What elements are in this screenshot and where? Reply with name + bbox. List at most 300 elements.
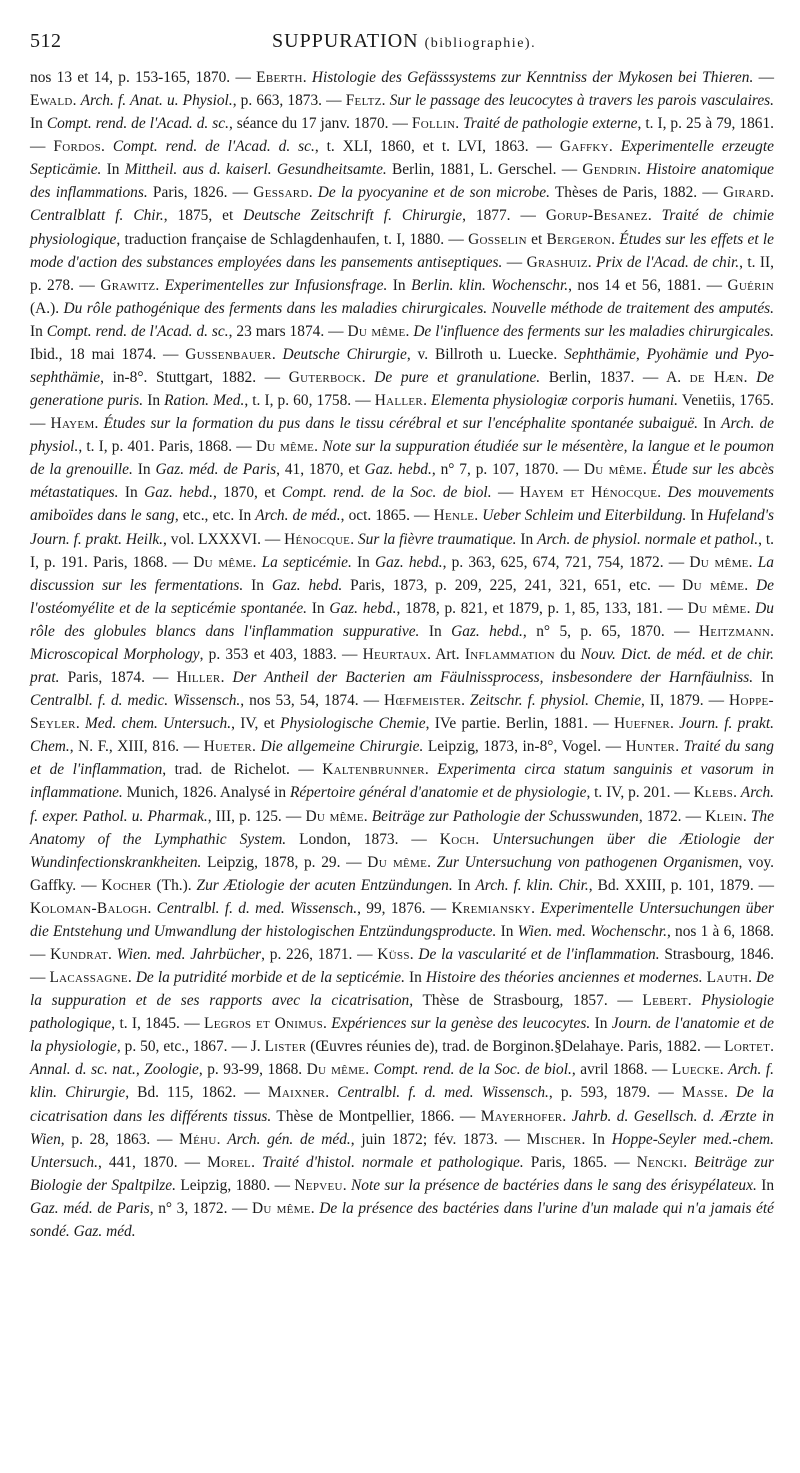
citation-title: De l'influence des ferments sur les maladies chirurgicales. bbox=[413, 322, 774, 340]
citation-text: . bbox=[271, 345, 283, 363]
citation-title: Beiträge zur Biologie der Spaltpilze. bbox=[30, 1153, 774, 1194]
citation-title: Gaz. méd. de Paris bbox=[30, 1199, 150, 1217]
citation-text: In bbox=[143, 392, 165, 410]
citation-title: Études sur les effets et le mode d'action des substances employées dans les pansements antiseptiques. bbox=[30, 230, 774, 271]
citation-text: In bbox=[496, 922, 518, 940]
author-name: Kremiansky bbox=[451, 899, 532, 917]
citation-title: Centralbl. f. d. medic. Wissensch. bbox=[30, 692, 241, 710]
citation-title: Jahrb. d. Gesellsch. d. Ærzte in Wien bbox=[30, 1107, 774, 1148]
author-name: Henle bbox=[433, 507, 475, 525]
citation-title: Sur la fièvre traumatique. bbox=[357, 530, 517, 548]
author-name: Guterbock bbox=[288, 369, 362, 387]
citation-title: Experimentelles zur Infusionsfrage. bbox=[164, 276, 388, 294]
citation-title: Untersuchungen über die Ætiologie der Wundinfectionskrankheiten. bbox=[30, 830, 774, 871]
author-name: Hœfmeister bbox=[384, 692, 462, 710]
author-name: Du même bbox=[306, 1061, 366, 1079]
citation-title: Des mouvements amiboïdes dans le sang bbox=[30, 484, 774, 525]
author-name: Gaffky bbox=[559, 138, 609, 156]
citation-text: , 1878, p. 821, et 1879, p. 1, 85, 133, 181. — bbox=[396, 599, 688, 617]
citation-text: , t. XLI, 1860, et t. LVI, 1863. — bbox=[314, 138, 560, 156]
citation-title: Compt. rend. de l'Acad. d. sc. bbox=[112, 138, 315, 156]
citation-title: Experimentelle Untersuchungen über die Entstehung und Umwandlung der histologischen Entzündungsproducte. bbox=[30, 899, 775, 940]
citation-text: . bbox=[101, 138, 113, 156]
citation-title: Experimentelle erzeugte Septicämie. bbox=[30, 138, 774, 179]
citation-title: Traité du sang et de l'inflammation bbox=[30, 738, 774, 779]
citation-text: . bbox=[252, 738, 261, 756]
citation-text: , avril 1868. — bbox=[571, 1061, 672, 1079]
citation-text: . bbox=[562, 1107, 572, 1125]
citation-title: Journ. de l'anatomie et de la physiologie bbox=[30, 1015, 774, 1056]
author-name: Maixner bbox=[267, 1084, 326, 1102]
citation-text: nos 13 et 14, p. 153-165, 1870. — bbox=[30, 69, 257, 86]
citation-text: Paris, 1865. — bbox=[523, 1153, 637, 1171]
author-name: Gessard bbox=[253, 184, 309, 202]
citation-text: , t. I, p. 25 à 79, 1861. — bbox=[30, 115, 775, 156]
citation-text: , nos 1 à 6, 1868. — bbox=[30, 922, 774, 963]
citation-text: , 99, 1876. — bbox=[357, 899, 452, 917]
author-name: Mischer bbox=[526, 1130, 582, 1148]
citation-title: Sur le passage des leucocytes à travers les parois vasculaires. bbox=[389, 92, 774, 110]
citation-text: London, 1873. — bbox=[286, 830, 440, 848]
citation-text: . bbox=[746, 599, 756, 617]
citation-title: Zeitschr. f. physiol. Chemie bbox=[469, 692, 642, 710]
author-name: Feltz bbox=[345, 92, 382, 110]
citation-title: Traité de pathologie externe bbox=[463, 115, 638, 133]
citation-text: . bbox=[251, 1153, 263, 1171]
citation-title: Compt. rend. de l'Acad. d. sc. bbox=[46, 322, 229, 340]
citation-text: . bbox=[770, 184, 774, 202]
citation-text: . bbox=[94, 415, 104, 433]
citation-text: . bbox=[363, 807, 372, 825]
citation-title: De pure et granulatione. bbox=[374, 369, 541, 387]
citation-title: Arch. de méd. bbox=[255, 507, 341, 525]
author-name: Du même bbox=[682, 576, 745, 594]
citation-text: . bbox=[531, 899, 541, 917]
author-name: Klein bbox=[705, 807, 743, 825]
author-name: Hiller bbox=[176, 669, 221, 687]
citation-text: . bbox=[427, 853, 437, 871]
author-name: Kundrat bbox=[50, 945, 108, 963]
citation-title: Gaz. hebd. bbox=[271, 576, 343, 594]
citation-title: De la pyocyanine et de son microbe. bbox=[317, 184, 550, 202]
author-name: Hunter bbox=[625, 738, 676, 756]
citation-text: , 441, 1870. — bbox=[97, 1153, 208, 1171]
author-name: Bergeron bbox=[546, 230, 612, 248]
citation-title: Centralblatt f. Chir. bbox=[30, 207, 164, 225]
citation-text: Thèse de Strasbourg, 1857. — bbox=[413, 992, 643, 1010]
citation-text: Ibid., 18 mai 1874. — bbox=[30, 345, 186, 363]
author-name: Koch bbox=[439, 830, 476, 848]
citation-title: Gaz. hebd. bbox=[329, 599, 397, 617]
citation-title: Du rôle des globules blancs dans l'inflammation suppurative. bbox=[30, 599, 774, 640]
citation-text: , in-8°. Stuttgart, 1882. — bbox=[100, 369, 289, 387]
citation-title: Deutsche Zeitschrift f. Chirurgie bbox=[243, 207, 463, 225]
citation-text: . bbox=[611, 230, 620, 248]
citation-text: , 23 mars 1874. — bbox=[228, 322, 348, 340]
page-number: 512 bbox=[30, 30, 62, 52]
citation-text: . bbox=[669, 715, 680, 733]
author-name: Küss bbox=[377, 945, 410, 963]
citation-text: In bbox=[404, 969, 426, 987]
citation-title: Elementa physiologiæ corporis humani. bbox=[431, 392, 679, 410]
citation-text: , t. I, p. 60, 1758. — bbox=[244, 392, 375, 410]
citation-text: (Th.). bbox=[151, 876, 197, 894]
citation-text: . bbox=[455, 115, 464, 133]
citation-text: , p. 93-99, 1868. bbox=[198, 1061, 307, 1079]
citation-text: , p. 593, 1879. — bbox=[548, 1084, 682, 1102]
author-name: Lacassagne bbox=[49, 969, 128, 987]
citation-title: Hufeland's Journ. f. prakt. Heilk. bbox=[30, 507, 774, 548]
citation-text: In bbox=[351, 553, 376, 571]
running-head-subtitle: (bibliographie). bbox=[424, 36, 537, 51]
citation-title: De la suppuration et de ses rapports avec la cicatrisation, bbox=[30, 969, 774, 1010]
citation-text: In bbox=[756, 1176, 775, 1194]
author-name: Hueter bbox=[203, 738, 253, 756]
citation-text: . bbox=[647, 207, 662, 225]
citation-text: . bbox=[742, 807, 751, 825]
citation-title: Arch. f. Anat. u. Physiol. bbox=[80, 92, 233, 110]
citation-text: Leipzig, 1878, p. 29. — bbox=[201, 853, 368, 871]
citation-title: Nouv. Dict. de méd. et de chir. prat. bbox=[30, 645, 774, 687]
citation-title: Mittheil. aus d. kaiserl. Gesundheitsamte. bbox=[124, 161, 387, 179]
citation-text: . bbox=[365, 1061, 374, 1079]
citation-text: . bbox=[608, 138, 621, 156]
citation-title: Centralbl. f. d. med. Wissensch. bbox=[337, 1084, 549, 1102]
citation-title: Compt. rend. de la Soc. de biol. bbox=[373, 1061, 572, 1079]
author-name: Guérin bbox=[727, 276, 774, 294]
citation-text: (A.). bbox=[30, 299, 64, 317]
author-name: Gendrin bbox=[582, 161, 638, 179]
author-name: Masse bbox=[681, 1084, 724, 1102]
running-head-title: SUPPURATION bbox=[272, 30, 419, 52]
citation-text: . bbox=[423, 392, 432, 410]
citation-text: , N. F., XIII, 816. — bbox=[69, 738, 204, 756]
citation-title: The Anatomy of the Lymphathic System. bbox=[30, 807, 774, 848]
author-name: Klebs bbox=[693, 784, 734, 802]
citation-title: Arch. f. exper. Pathol. u. Pharmak. bbox=[30, 784, 774, 825]
citation-text: . bbox=[424, 761, 438, 779]
citation-text: . bbox=[350, 530, 358, 548]
citation-title: Zur Untersuchung von pathogenen Organismen bbox=[436, 853, 739, 871]
citation-text: Berlin, 1881, L. Gerschel. — bbox=[386, 161, 583, 179]
citation-title: Gaz. hebd. bbox=[144, 484, 213, 502]
citation-text: , etc., etc. In bbox=[174, 507, 256, 525]
citation-text: . bbox=[719, 1061, 729, 1079]
citation-title: Zur Ætiologie der acuten Entzündungen. bbox=[196, 876, 453, 894]
citation-text: . bbox=[675, 738, 684, 756]
citation-title: La septicémie. bbox=[261, 553, 352, 571]
citation-title: Microscopical Morphology bbox=[30, 645, 200, 663]
citation-text: , t. II, p. 278. — bbox=[30, 253, 774, 294]
author-name: Du même bbox=[583, 461, 643, 479]
citation-title: Compt. rend. de l'Acad. d. sc. bbox=[46, 115, 229, 133]
citation-text: Munich, 1826. Analysé in bbox=[122, 784, 290, 802]
citation-text: , II, 1879. — bbox=[641, 692, 730, 710]
author-name: Du même bbox=[347, 322, 406, 340]
citation-text: . bbox=[220, 669, 233, 687]
citation-text: In bbox=[516, 530, 538, 548]
citation-text: . bbox=[216, 1130, 228, 1148]
author-name: Méhu bbox=[179, 1130, 217, 1148]
citation-text: , oct. 1865. — bbox=[340, 507, 434, 525]
author-name: Nepveu bbox=[294, 1176, 343, 1194]
citation-title: Arch. gén. de méd. bbox=[227, 1130, 351, 1148]
citation-text: . bbox=[461, 692, 470, 710]
author-name: Du même bbox=[305, 807, 364, 825]
author-name: Du même bbox=[193, 553, 253, 571]
citation-title: Berlin. klin. Wochenschr. bbox=[411, 276, 569, 294]
citation-text: , traduction française de Schlagdenhaufen, t. I, 1880. — bbox=[116, 230, 469, 248]
citation-text: , 1875, et bbox=[163, 207, 244, 225]
citation-text: , IV, et bbox=[231, 715, 281, 733]
bibliography-text bbox=[30, 66, 774, 1243]
citation-title: Arch. f. klin. Chir. bbox=[475, 876, 589, 894]
citation-title: Arch. de physiol. normale et pathol. bbox=[537, 530, 759, 548]
citation-text: — bbox=[502, 253, 527, 271]
citation-text: . bbox=[637, 161, 647, 179]
author-name: Huefner bbox=[613, 715, 670, 733]
citation-text: . bbox=[107, 945, 117, 963]
citation-title: Med. chem. Untersuch. bbox=[84, 715, 232, 733]
citation-text: In bbox=[698, 415, 722, 433]
citation-text: , n° 7, p. 107, 1870. — bbox=[431, 461, 584, 479]
citation-text: , p. 353 et 403, 1883. — bbox=[199, 645, 363, 663]
citation-text: In bbox=[452, 876, 476, 894]
citation-text: Venetiis, 1765. — bbox=[30, 392, 774, 433]
citation-title: Journ. f. prakt. Chem. bbox=[30, 715, 774, 756]
citation-text: . bbox=[474, 507, 483, 525]
author-name: Lortet bbox=[724, 1038, 771, 1056]
citation-title: Physiologie pathologique bbox=[30, 992, 774, 1033]
citation-text: . bbox=[127, 969, 136, 987]
citation-title: Centralbl. f. d. med. Wissensch. bbox=[156, 899, 358, 917]
citation-text: . bbox=[409, 945, 419, 963]
citation-text: , p. 226, 1871. — bbox=[261, 945, 378, 963]
author-name: Eberth bbox=[256, 69, 303, 86]
citation-text: . bbox=[587, 253, 596, 271]
citation-text: , voy. Gaffky. — bbox=[30, 853, 775, 894]
author-name: Lauth bbox=[706, 969, 749, 987]
citation-title: Étude sur les abcès métastatiques. bbox=[30, 461, 775, 502]
citation-text: . bbox=[657, 484, 668, 502]
citation-text: . bbox=[723, 1084, 736, 1102]
author-name: Inflammation bbox=[464, 645, 555, 663]
author-name: Gussenbauer bbox=[185, 345, 272, 363]
citation-text: In bbox=[753, 669, 774, 687]
citation-text: Paris, 1874. — bbox=[59, 669, 177, 687]
citation-text: , 1877. — bbox=[462, 207, 546, 225]
author-name: Du même bbox=[687, 599, 747, 617]
citation-title: Deutsche Chirurgie bbox=[282, 345, 407, 363]
citation-text: . bbox=[342, 1176, 351, 1194]
citation-text: , Bd. XXIII, p. 101, 1879. — bbox=[588, 876, 774, 894]
citation-text: , 1870, et bbox=[212, 484, 282, 502]
citation-title: Note sur la présence de bactéries dans le sang des érisypélateux. bbox=[350, 1176, 757, 1194]
citation-text: , t. IV, p. 201. — bbox=[586, 784, 694, 802]
citation-text: In bbox=[101, 161, 125, 179]
citation-title: Traité d'histol. normale et pathologique. bbox=[262, 1153, 524, 1171]
citation-text: . bbox=[733, 784, 741, 802]
citation-title: De la présence des bactéries dans l'urine d'un malade qui n'a jamais été sondé. Gaz. méd. bbox=[30, 1199, 774, 1240]
citation-text: . bbox=[314, 438, 323, 456]
author-name: Nencki bbox=[636, 1153, 684, 1171]
citation-text: . bbox=[155, 276, 165, 294]
citation-title: Note sur la suppuration étudiée sur le mésentère, la langue et le poumon de la grenouille. bbox=[30, 438, 774, 479]
citation-text: , p. 363, 625, 674, 721, 754, 1872. — bbox=[442, 553, 690, 571]
citation-text: In bbox=[118, 484, 145, 502]
citation-text: . bbox=[323, 1015, 332, 1033]
citation-text: (Œuvres réunies de), trad. de Borginon.§Delahaye. Paris, 1882. — bbox=[306, 1038, 725, 1056]
citation-text: . bbox=[302, 69, 312, 86]
author-name: Heitzmann bbox=[698, 622, 771, 640]
citation-text: . bbox=[308, 184, 318, 202]
citation-text: Berlin, 1837. — A. bbox=[540, 369, 690, 387]
citation-text: . bbox=[770, 622, 774, 640]
citation-text: , trad. de Richelot. — bbox=[162, 761, 323, 779]
citation-text: , t. I, 1845. — bbox=[111, 1015, 205, 1033]
author-name: Kaltenbrunner bbox=[322, 761, 425, 779]
citation-text: Thèse de Montpellier, 1866. — bbox=[271, 1107, 481, 1125]
author-name: Hayem bbox=[50, 415, 95, 433]
citation-text: . bbox=[310, 1199, 320, 1217]
author-name: Du même bbox=[255, 438, 315, 456]
citation-title: De l'ostéomyélite et de la septicémie spontanée. bbox=[30, 576, 774, 617]
citation-title: Die allgemeine Chirurgie. bbox=[260, 738, 424, 756]
page-header bbox=[30, 30, 774, 66]
citation-text: In bbox=[686, 507, 708, 525]
citation-text: — bbox=[753, 69, 774, 86]
citation-title: Arch. de physiol. bbox=[30, 415, 774, 456]
citation-text: . bbox=[361, 369, 375, 387]
citation-title: Ration. Med. bbox=[164, 392, 245, 410]
citation-title: Compt. rend. de la Soc. de biol. bbox=[281, 484, 492, 502]
citation-title: Annal. d. sc. nat., Zoologie bbox=[30, 1061, 199, 1079]
author-name: Legros et Onimus bbox=[204, 1015, 324, 1033]
citation-title: Arch. f. klin. Chirurgie bbox=[30, 1061, 774, 1102]
citation-title: Du rôle pathogénique des ferments dans les maladies chirurgicales. Nouvelle méthode de traitement des amputés. bbox=[63, 299, 774, 317]
citation-title: Physiologische Chemie bbox=[280, 715, 426, 733]
citation-text: , n° 3, 1872. — bbox=[149, 1199, 253, 1217]
citation-text: In bbox=[132, 461, 156, 479]
citation-title: Prix de l'Acad. de chir. bbox=[596, 253, 740, 271]
citation-text: . bbox=[748, 969, 757, 987]
citation-text: In bbox=[30, 322, 47, 340]
citation-title: Der Antheil der Bacterien am Fäulnissprocess, insbesondere der Harnfäulniss. bbox=[232, 669, 754, 687]
citation-title: Études sur la formation du pus dans le tissu cérébral et sur l'encéphalite spontanée subaiguë. bbox=[103, 415, 699, 433]
citation-title: Histoire des théories anciennes et modernes. bbox=[425, 969, 703, 987]
citation-text: , IVe partie. Berlin, 1881. — bbox=[425, 715, 614, 733]
author-name: Du même bbox=[689, 553, 749, 571]
citation-title: De la vascularité et de l'inflammation. bbox=[418, 945, 660, 963]
citation-text: Strasbourg, 1846. — bbox=[30, 945, 774, 987]
citation-text: . bbox=[72, 92, 81, 110]
citation-text: , Bd. 115, 1862. — bbox=[125, 1084, 268, 1102]
citation-title: Histologie des Gefässsystems zur Kenntniss der Mykosen bei Thieren. bbox=[311, 69, 754, 86]
running-head bbox=[272, 30, 536, 53]
citation-text: In bbox=[419, 622, 452, 640]
author-name: Hénocque bbox=[284, 530, 351, 548]
citation-title: Histoire anatomique des inflammations. bbox=[30, 161, 774, 202]
citation-text: , juin 1872; fév. 1873. — bbox=[350, 1130, 527, 1148]
author-name: Du même bbox=[252, 1199, 311, 1217]
citation-text: . Art. bbox=[427, 645, 465, 663]
citation-text: In bbox=[243, 576, 272, 594]
citation-title: De la cicatrisation dans les différents tissus. bbox=[30, 1084, 774, 1125]
citation-text: , nos 14 et 56, 1881. — bbox=[568, 276, 728, 294]
citation-title: Gaz. hebd. bbox=[375, 553, 443, 571]
citation-text: — bbox=[491, 484, 520, 502]
citation-text: , séance du 17 janv. 1870. — bbox=[228, 115, 412, 133]
citation-text: Paris, 1873, p. 209, 225, 241, 321, 651, etc. — bbox=[342, 576, 683, 594]
citation-text: . bbox=[770, 1038, 774, 1056]
citation-title: Experimenta circa statum sanguinis et vasorum in inflammatione. bbox=[30, 761, 775, 802]
author-name: Kocher bbox=[101, 876, 152, 894]
citation-title: La discussion sur les fermentations. bbox=[30, 553, 774, 594]
citation-text: . bbox=[405, 322, 414, 340]
author-name: Heurtaux bbox=[362, 645, 428, 663]
author-name: Grashuiz bbox=[526, 253, 588, 271]
citation-text: Paris, 1826. — bbox=[147, 184, 254, 202]
citation-text: , v. Billroth u. Luecke. bbox=[406, 345, 565, 363]
author-name: Lister bbox=[264, 1038, 307, 1056]
citation-text: . bbox=[252, 553, 262, 571]
citation-text: In bbox=[590, 1015, 612, 1033]
citation-text: In bbox=[30, 115, 47, 133]
citation-text: et bbox=[526, 230, 547, 248]
citation-title: Répertoire général d'anatomie et de physiologie bbox=[290, 784, 587, 802]
citation-text: . bbox=[325, 1084, 338, 1102]
author-name: Girard bbox=[723, 184, 771, 202]
citation-text: , t. I, p. 191. Paris, 1868. — bbox=[30, 530, 774, 571]
author-name: Lebert bbox=[642, 992, 688, 1010]
author-name: Gorup-Besanez bbox=[545, 207, 648, 225]
citation-title: Sephthämie, Pyohämie und Pyo-sephthämie bbox=[30, 345, 775, 387]
citation-text: . In bbox=[581, 1130, 612, 1148]
citation-text: , nos 53, 54, 1874. — bbox=[240, 692, 385, 710]
citation-title: Beiträge zur Pathologie der Schusswunden bbox=[371, 807, 639, 825]
citation-title: Gaz. hebd. bbox=[364, 461, 432, 479]
citation-text: . bbox=[687, 992, 702, 1010]
citation-text: , 1872. — bbox=[638, 807, 706, 825]
author-name: Follin bbox=[411, 115, 456, 133]
citation-text: . bbox=[748, 553, 758, 571]
citation-text: , p. 28, 1863. — bbox=[60, 1130, 180, 1148]
author-name: Luecke bbox=[671, 1061, 720, 1079]
citation-text: , III, p. 125. — bbox=[207, 807, 306, 825]
author-name: Gosselin bbox=[468, 230, 527, 248]
citation-text: . bbox=[642, 461, 652, 479]
citation-text: . bbox=[683, 1153, 695, 1171]
citation-title: De la putridité morbide et de la septicémie. bbox=[135, 969, 405, 987]
citation-text: . bbox=[475, 830, 493, 848]
citation-text: , t. I, p. 401. Paris, 1868. — bbox=[78, 438, 256, 456]
citation-text: , n° 5, p. 65, 1870. — bbox=[522, 622, 699, 640]
citation-title: Gaz. hebd. bbox=[451, 622, 523, 640]
author-name: de Hæn bbox=[689, 369, 744, 387]
author-name: Ewald bbox=[30, 92, 73, 110]
author-name: Hoppe-Seyler bbox=[30, 692, 774, 733]
citation-text: , p. 50, etc., 1867. — J. bbox=[116, 1038, 265, 1056]
citation-title: Wien. med. Wochenschr. bbox=[517, 922, 667, 940]
citation-text: . bbox=[743, 369, 757, 387]
citation-text: Leipzig, 1880. — bbox=[175, 1176, 295, 1194]
citation-text: In bbox=[387, 276, 412, 294]
citation-title: Ueber Schleim und Eiterbildung. bbox=[482, 507, 687, 525]
citation-text: , p. 663, 1873. — bbox=[232, 92, 346, 110]
citation-text: , vol. LXXXVI. — bbox=[163, 530, 285, 548]
citation-title: Hoppe-Seyler med.-chem. Untersuch. bbox=[30, 1130, 774, 1171]
author-name: Du même bbox=[367, 853, 428, 871]
